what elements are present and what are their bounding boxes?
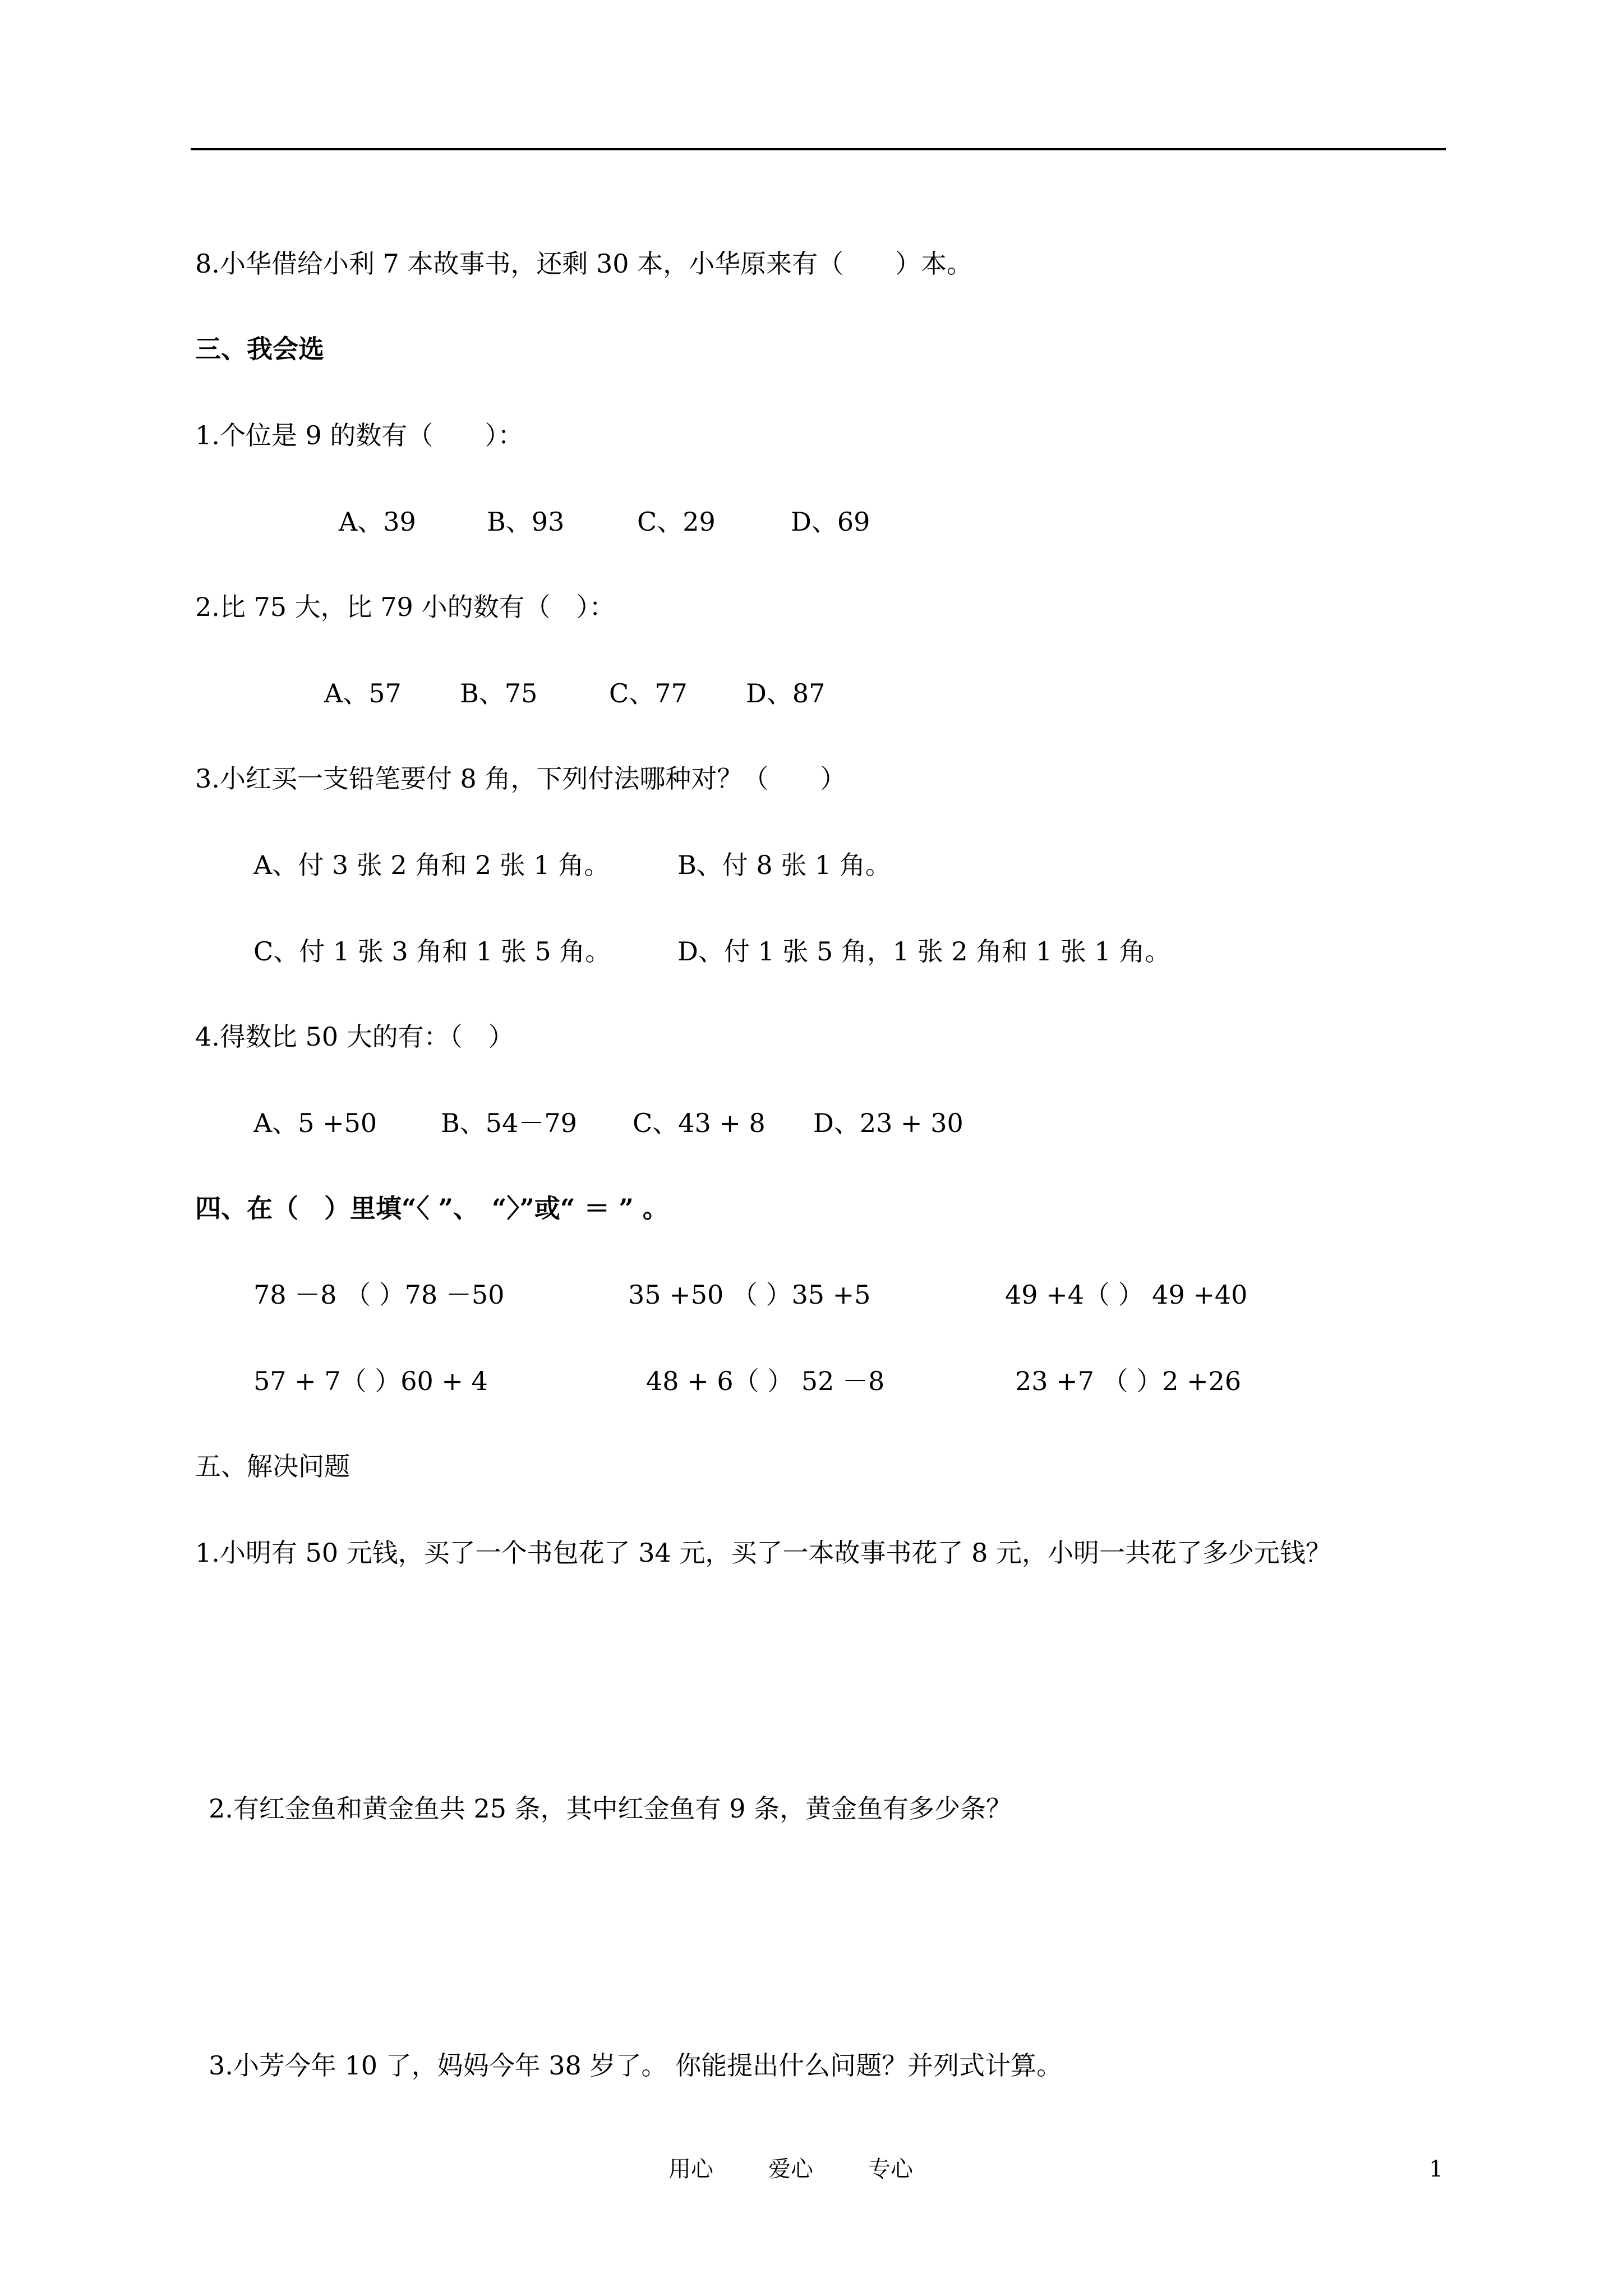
s4-row2-item-3: 23 +7 （ ）2 +26 — [1015, 1366, 1242, 1396]
header-rule — [191, 148, 1446, 150]
s3-q1-option-d: D、69 — [791, 507, 870, 537]
s3-q3-option-b: B、付 8 张 1 角。 — [677, 850, 891, 880]
s3-q3-option-a: A、付 3 张 2 角和 2 张 1 角。 — [253, 850, 610, 880]
s3-q3-option-d: D、付 1 张 5 角，1 张 2 角和 1 张 1 角。 — [677, 936, 1171, 967]
s5-question-2: 2.有红金鱼和黄金鱼共 25 条，其中红金鱼有 9 条，黄金鱼有多少条？ — [209, 1793, 1012, 1824]
s5-question-1: 1.小明有 50 元钱，买了一个书包花了 34 元，买了一本故事书花了 8 元，小明一共花了多少元钱？ — [195, 1538, 1331, 1568]
s5-question-3: 3.小芳今年 10 了，妈妈今年 38 岁了。 你能提出什么问题？并列式计算。 — [209, 2050, 1063, 2081]
s3-q1-option-c: C、29 — [637, 507, 716, 537]
footer-word-2: 爱心 — [768, 2156, 813, 2182]
footer-word-1: 用心 — [668, 2156, 713, 2182]
s3-q4-option-a: A、5 +50 — [253, 1108, 377, 1138]
footer-word-3: 专心 — [868, 2156, 913, 2182]
s3-q2-option-c: C、77 — [609, 678, 688, 708]
s3-q1-option-b: B、93 — [487, 507, 565, 537]
s4-row2-item-1: 57 + 7（ ）60 + 4 — [253, 1366, 488, 1396]
s3-q4-option-d: D、23 + 30 — [813, 1108, 963, 1138]
s3-q3-option-c: C、付 1 张 3 角和 1 张 5 角。 — [253, 936, 611, 967]
s3-q2-option-b: B、75 — [460, 678, 538, 708]
question-8: 8.小华借给小利 7 本故事书，还剩 30 本，小华原来有（ ）本。 — [195, 249, 973, 279]
s3-question-3: 3.小红买一支铅笔要付 8 角，下列付法哪种对？（ ） — [195, 763, 846, 794]
section-3-title: 三、我会选 — [195, 334, 324, 364]
s3-question-1: 1.个位是 9 的数有（ ）： — [195, 420, 524, 450]
s3-q4-option-b: B、54－79 — [441, 1108, 577, 1138]
s3-q2-option-d: D、87 — [746, 678, 826, 708]
s3-question-4: 4.得数比 50 大的有：（ ） — [195, 1022, 514, 1052]
s3-q1-option-a: A、39 — [339, 507, 416, 537]
s3-q4-option-c: C、43 + 8 — [633, 1108, 766, 1138]
section-4-title: 四、在（ ）里填“〈 ”、 “〉”或“ ＝ ” 。 — [195, 1193, 668, 1223]
s4-row1-item-1: 78 －8 （ ）78 －50 — [253, 1280, 505, 1310]
s3-question-2: 2.比 75 大，比 79 小的数有（ ）： — [195, 592, 615, 622]
s4-row1-item-2: 35 +50 （ ）35 +5 — [628, 1280, 871, 1310]
page-number: 1 — [1429, 2156, 1444, 2182]
s4-row2-item-2: 48 + 6（ ） 52 －8 — [646, 1366, 885, 1396]
s3-q2-option-a: A、57 — [324, 678, 402, 708]
s4-row1-item-3: 49 +4（ ） 49 +40 — [1005, 1280, 1248, 1310]
section-5-title: 五、解决问题 — [195, 1451, 350, 1481]
